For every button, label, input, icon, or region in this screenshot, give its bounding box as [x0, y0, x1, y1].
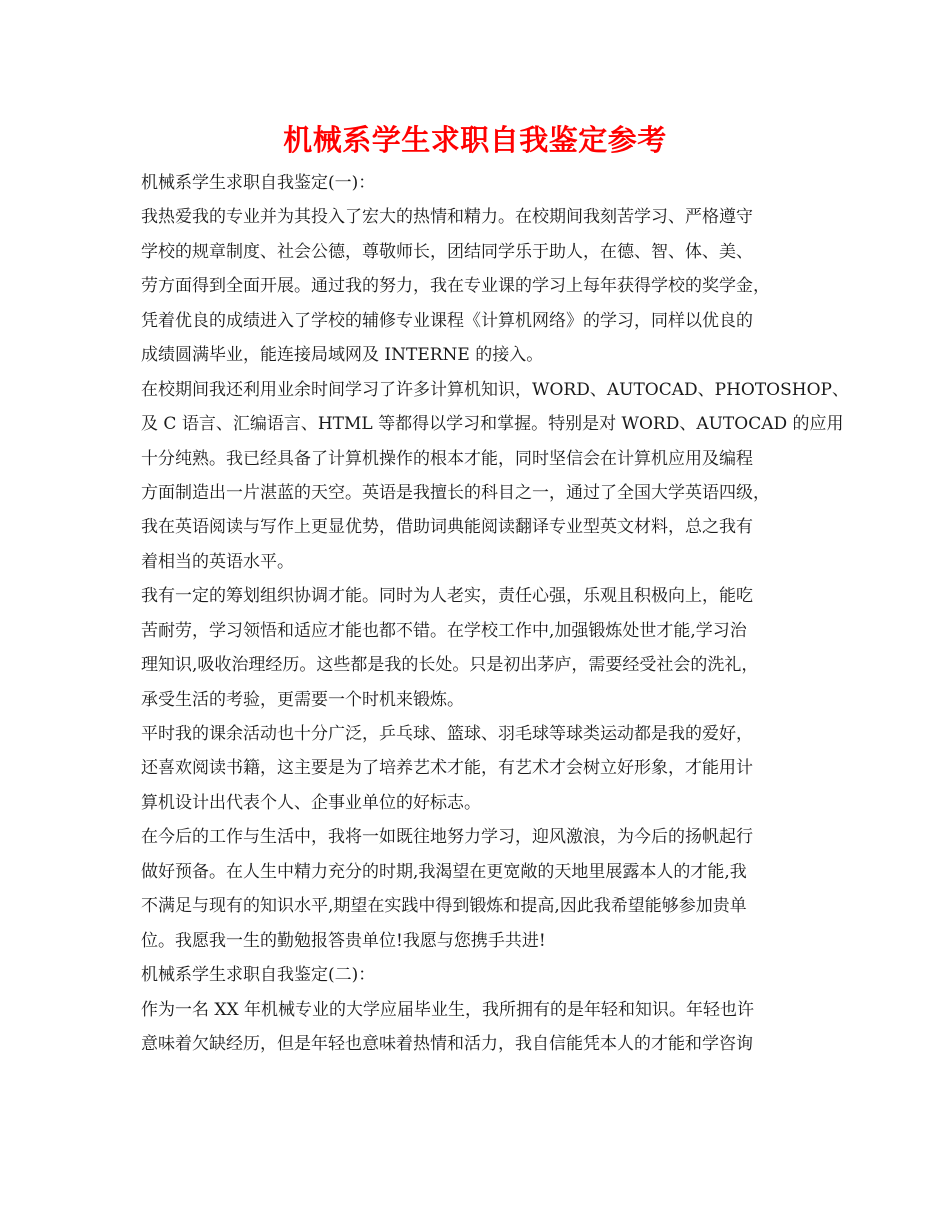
text-line: 机械系学生求职自我鉴定(二)：: [141, 965, 376, 986]
text-line: 方面制造出一片湛蓝的天空。英语是我擅长的科目之一，通过了全国大学英语四级，: [141, 482, 770, 503]
text-line: 作为一名 XX 年机械专业的大学应届毕业生，我所拥有的是年轻和知识。年轻也许: [141, 999, 755, 1020]
text-line: 平时我的课余活动也十分广泛，乒乓球、篮球、羽毛球等球类运动都是我的爱好，: [141, 724, 753, 744]
text-line: 不满足与现有的知识水平,期望在实践中得到锻炼和提高,因此我希望能够参加贵单: [141, 896, 747, 917]
document-title: 机械系学生求职自我鉴定参考: [283, 123, 667, 157]
text-line: 我热爱我的专业并为其投入了宏大的热情和精力。在校期间我刻苦学习、严格遵守: [141, 207, 753, 228]
text-line: 我有一定的筹划组织协调才能。同时为人老实，责任心强，乐观且积极向上，能吃: [141, 586, 753, 607]
text-line: 及 C 语言、汇编语言、HTML 等都得以学习和掌握。特别是对 WORD、AUTOCAD 的应用: [141, 414, 844, 435]
text-line: 劳方面得到全面开展。通过我的努力，我在专业课的学习上每年获得学校的奖学金，: [141, 276, 770, 297]
text-line: 在今后的工作与生活中，我将一如既往地努力学习，迎风激浪，为今后的扬帆起行: [141, 827, 753, 848]
text-line: 机械系学生求职自我鉴定(一)：: [141, 173, 376, 193]
text-line: 成绩圆满毕业，能连接局域网及 INTERNE 的接入。: [141, 345, 544, 366]
text-line: 承受生活的考验，更需要一个时机来锻炼。: [141, 689, 464, 710]
text-line: 位。我愿我一生的勤勉报答贵单位!我愿与您携手共进!: [141, 930, 546, 951]
text-line: 十分纯熟。我已经具备了计算机操作的根本才能，同时坚信会在计算机应用及编程: [141, 448, 753, 469]
text-line: 做好预备。在人生中精力充分的时期,我渴望在更宽敞的天地里展露本人的才能,我: [141, 861, 747, 882]
text-line: 凭着优良的成绩进入了学校的辅修专业课程《计算机网络》的学习，同样以优良的: [141, 310, 753, 331]
text-line: 理知识,吸收治理经历。这些都是我的长处。只是初出茅庐，需要经受社会的洗礼，: [141, 655, 759, 676]
text-line: 着相当的英语水平。: [141, 551, 294, 572]
text-line: 意味着欠缺经历，但是年轻也意味着热情和活力，我自信能凭本人的才能和学咨询: [141, 1033, 753, 1054]
text-line: 苦耐劳，学习领悟和适应才能也都不错。在学校工作中,加强锻炼处世才能,学习治: [141, 620, 747, 641]
text-line: 在校期间我还利用业余时间学习了许多计算机知识，WORD、AUTOCAD、PHOTOSHOP、: [141, 379, 849, 400]
text-line: 算机设计出代表个人、企事业单位的好标志。: [141, 792, 481, 813]
text-line: 我在英语阅读与写作上更显优势，借助词典能阅读翻译专业型英文材料，总之我有: [141, 517, 753, 538]
text-line: 学校的规章制度、社会公德，尊敬师长，团结同学乐于助人，在德、智、体、美、: [141, 241, 753, 262]
text-line: 还喜欢阅读书籍，这主要是为了培养艺术才能，有艺术才会树立好形象，才能用计: [141, 758, 753, 779]
document-body: [141, 166, 849, 1061]
